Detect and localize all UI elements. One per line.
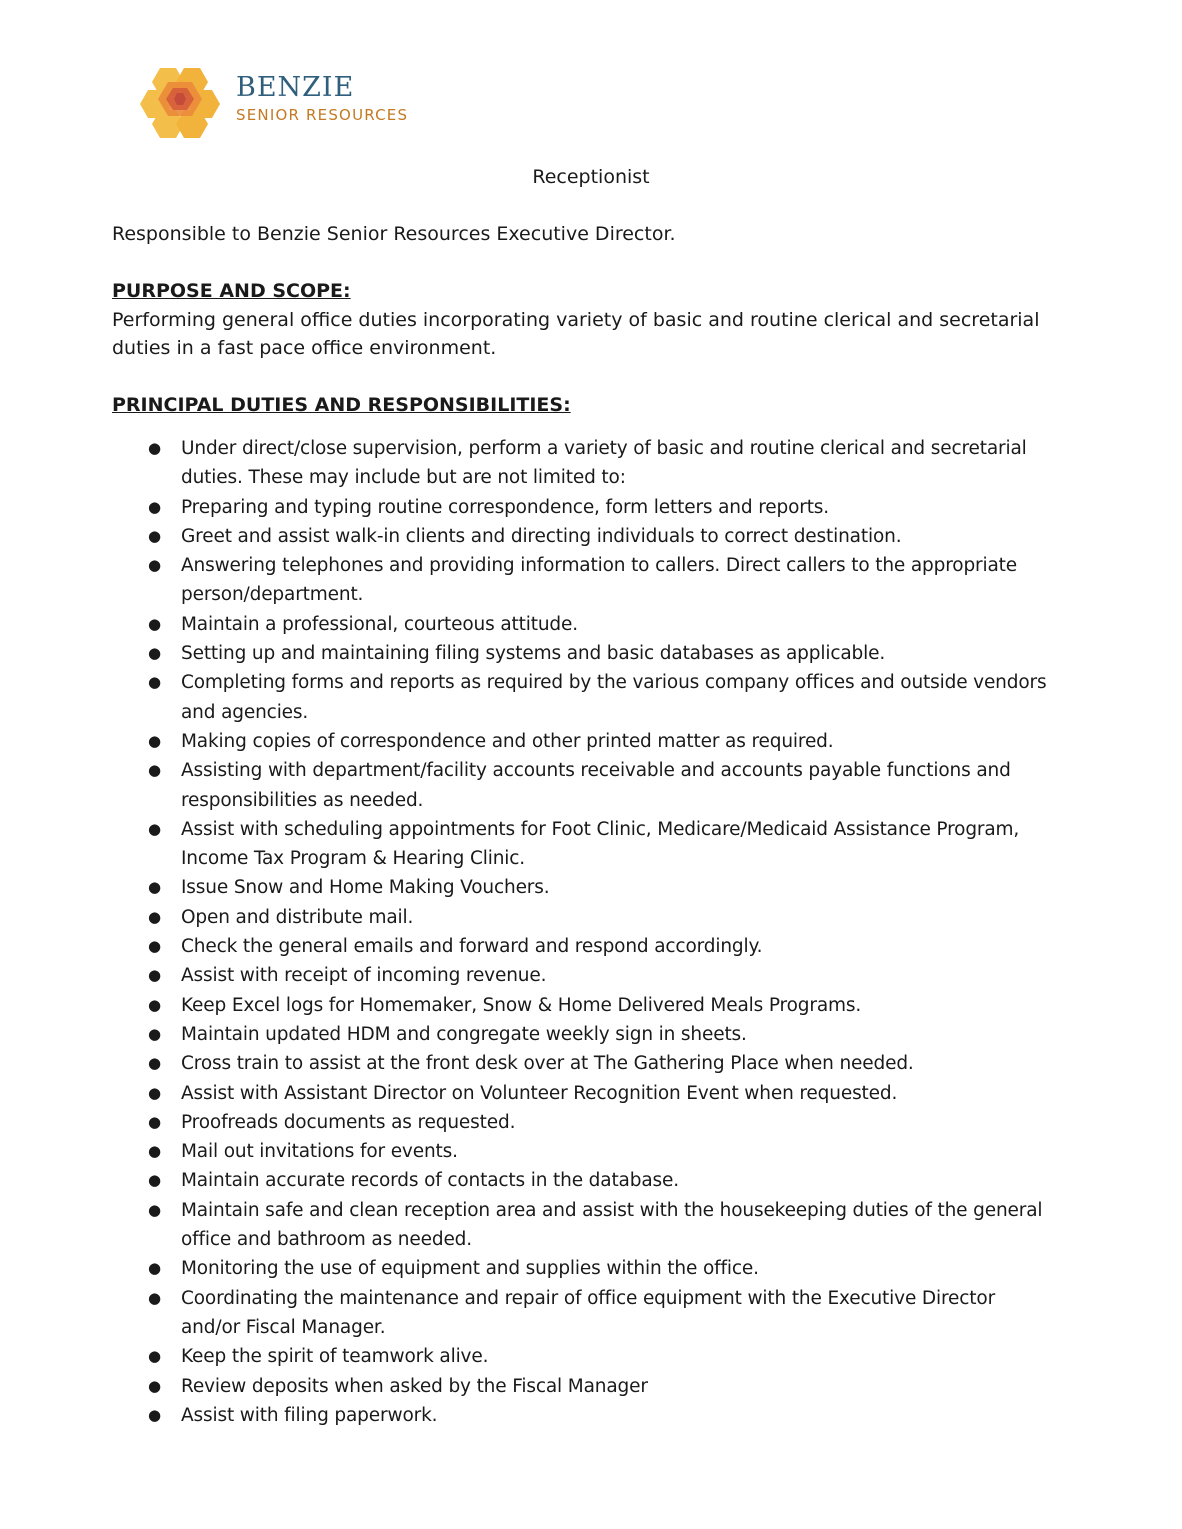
bullet-icon: ● <box>148 1200 161 1219</box>
purpose-text-line: Performing general office duties incorporating variety of basic and routine clerical and secretarial <box>112 309 1040 331</box>
bullet-icon: ● <box>148 1083 161 1102</box>
duty-item <box>112 873 1092 902</box>
duties-list <box>112 434 1092 1430</box>
bullet-icon: ● <box>148 761 161 780</box>
duty-text-line: responsibilities as needed. <box>181 789 424 811</box>
duty-text-line: Maintain a professional, courteous attitude. <box>181 613 578 635</box>
hexagon-logo-icon <box>138 58 228 138</box>
bullet-icon: ● <box>148 556 161 575</box>
duty-item <box>112 1401 1092 1430</box>
duty-item <box>112 1372 1092 1401</box>
duty-text-line: Assisting with department/facility accounts receivable and accounts payable functions and <box>181 760 1011 782</box>
bullet-icon: ● <box>148 1112 161 1131</box>
duty-item <box>112 932 1092 961</box>
bullet-icon: ● <box>148 966 161 985</box>
bullet-icon: ● <box>148 731 161 750</box>
bullet-icon: ● <box>148 497 161 516</box>
duty-text-line: Answering telephones and providing information to callers. Direct callers to the appropriate <box>181 555 1018 577</box>
duty-text-line: Cross train to assist at the front desk over at The Gathering Place when needed. <box>181 1053 914 1075</box>
duty-text-line: Setting up and maintaining filing systems and basic databases as applicable. <box>181 643 886 665</box>
duty-text-line: duties. These may include but are not limited to: <box>181 467 626 489</box>
bullet-icon: ● <box>148 878 161 897</box>
duty-text-line: Assist with Assistant Director on Volunteer Recognition Event when requested. <box>181 1082 898 1104</box>
bullet-icon: ● <box>148 1171 161 1190</box>
duty-item <box>112 727 1092 756</box>
bullet-icon: ● <box>148 1347 161 1366</box>
duty-item <box>112 493 1092 522</box>
duty-item <box>112 1254 1092 1283</box>
duty-text-line: and/or Fiscal Manager. <box>181 1316 386 1338</box>
bullet-icon: ● <box>148 614 161 633</box>
duty-item <box>112 1137 1092 1166</box>
duty-text-line: office and bathroom as needed. <box>181 1229 472 1251</box>
duty-text-line: Open and distribute mail. <box>181 906 414 928</box>
duty-text-line: Maintain accurate records of contacts in the database. <box>181 1170 679 1192</box>
duty-item <box>112 1079 1092 1108</box>
duty-text-line: Maintain updated HDM and congregate weekly sign in sheets. <box>181 1023 747 1045</box>
duty-item <box>112 756 1092 815</box>
bullet-icon: ● <box>148 907 161 926</box>
duty-item <box>112 903 1092 932</box>
bullet-icon: ● <box>148 819 161 838</box>
bullet-icon: ● <box>148 1288 161 1307</box>
bullet-icon: ● <box>148 1259 161 1278</box>
duty-text-line: Income Tax Program & Hearing Clinic. <box>181 848 526 870</box>
bullet-icon: ● <box>148 1054 161 1073</box>
logo-name: BENZIE <box>236 72 355 103</box>
duty-item <box>112 815 1092 874</box>
duty-text-line: Check the general emails and forward and respond accordingly. <box>181 936 763 958</box>
bullet-icon: ● <box>148 937 161 956</box>
duty-item <box>112 961 1092 990</box>
duty-text-line: Under direct/close supervision, perform a variety of basic and routine clerical and secretarial <box>181 438 1027 459</box>
duty-text-line: Keep the spirit of teamwork alive. <box>181 1346 489 1368</box>
duty-text-line: Maintain safe and clean reception area and assist with the housekeeping duties of the general <box>181 1199 1043 1221</box>
duty-item <box>112 1108 1092 1137</box>
duty-text-line: Keep Excel logs for Homemaker, Snow & Home Delivered Meals Programs. <box>181 994 862 1016</box>
page-title: Receptionist <box>532 166 650 188</box>
purpose-heading: PURPOSE AND SCOPE: <box>112 280 351 302</box>
duty-text-line: Assist with scheduling appointments for Foot Clinic, Medicare/Medicaid Assistance Program, <box>181 818 1020 840</box>
logo-subtitle: SENIOR RESOURCES <box>236 106 409 124</box>
duty-item <box>112 522 1092 551</box>
bullet-icon: ● <box>148 995 161 1014</box>
bullet-icon: ● <box>148 673 161 692</box>
logo <box>138 58 438 138</box>
duty-text-line: Completing forms and reports as required by the various company offices and outside vendors <box>181 672 1047 694</box>
duty-item <box>112 1049 1092 1078</box>
duty-item <box>112 1284 1092 1343</box>
duty-text-line: Assist with receipt of incoming revenue. <box>181 965 547 987</box>
duty-item <box>112 668 1092 727</box>
duty-item <box>112 1020 1092 1049</box>
duty-item <box>112 551 1092 610</box>
duty-text-line: Mail out invitations for events. <box>181 1141 458 1163</box>
duty-text-line: Greet and assist walk-in clients and directing individuals to correct destination. <box>181 525 902 547</box>
duty-text-line: Monitoring the use of equipment and supplies within the office. <box>181 1258 759 1280</box>
purpose-text-line: duties in a fast pace office environment. <box>112 337 497 359</box>
duty-text-line: Review deposits when asked by the Fiscal Manager <box>181 1375 648 1397</box>
responsible-to-line: Responsible to Benzie Senior Resources Executive Director. <box>112 223 676 245</box>
duty-text-line: person/department. <box>181 584 364 606</box>
duty-item <box>112 991 1092 1020</box>
duty-text-line: Preparing and typing routine correspondence, form letters and reports. <box>181 496 830 518</box>
bullet-icon: ● <box>148 526 161 545</box>
principal-duties-heading: PRINCIPAL DUTIES AND RESPONSIBILITIES: <box>112 394 571 416</box>
duty-text-line: Issue Snow and Home Making Vouchers. <box>181 877 550 899</box>
bullet-icon: ● <box>148 1142 161 1161</box>
duty-text-line: Assist with filing paperwork. <box>181 1404 438 1426</box>
duty-item <box>112 1196 1092 1255</box>
bullet-icon: ● <box>148 1405 161 1424</box>
duty-item <box>112 610 1092 639</box>
duty-text-line: and agencies. <box>181 701 309 723</box>
bullet-icon: ● <box>148 1024 161 1043</box>
duty-text-line: Making copies of correspondence and other printed matter as required. <box>181 730 834 752</box>
bullet-icon: ● <box>148 439 161 457</box>
duty-text-line: Proofreads documents as requested. <box>181 1111 516 1133</box>
duty-item <box>112 639 1092 668</box>
duty-item <box>112 1342 1092 1371</box>
bullet-icon: ● <box>148 644 161 663</box>
bullet-icon: ● <box>148 1376 161 1395</box>
duty-item <box>112 434 1092 493</box>
duty-item <box>112 1166 1092 1195</box>
duty-text-line: Coordinating the maintenance and repair of office equipment with the Executive Director <box>181 1287 996 1309</box>
